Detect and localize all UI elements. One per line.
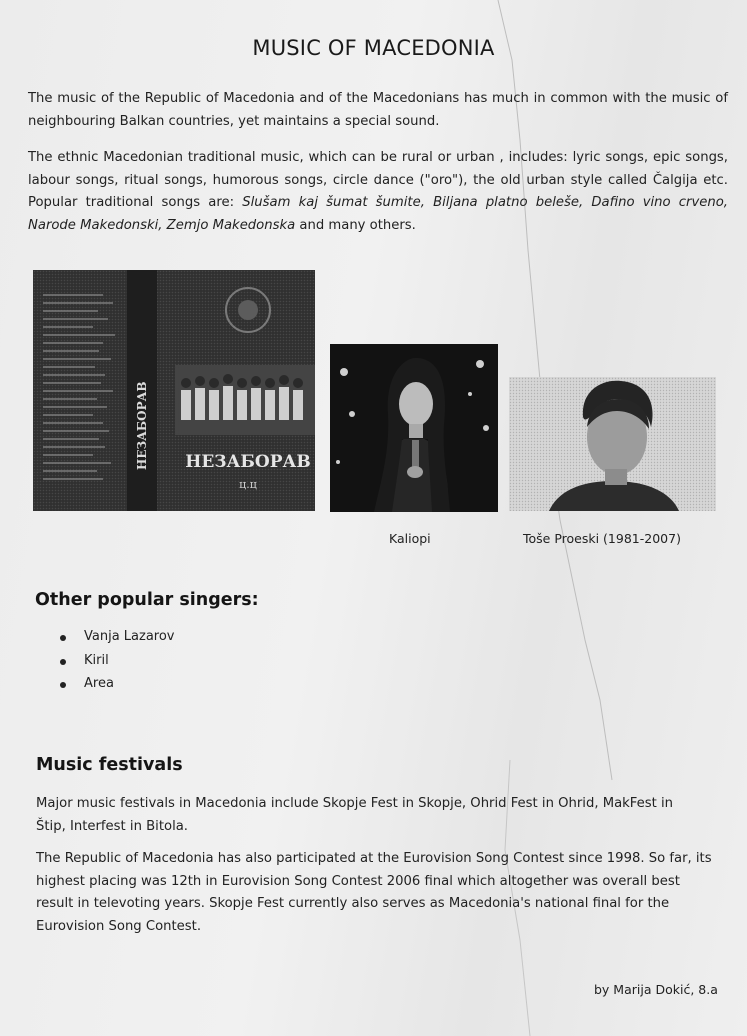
traditional-music-text: The ethnic Macedonian traditional music, which can be rural or urban , includes: lyric songs, epic songs, labour songs, ritual songs, humorous songs, circle dance ("oro"), the old urban style called Čalgija etc. Popular traditional songs are: [28,150,728,210]
traditional-music-ending: and many others. [295,217,416,233]
kaliopi-caption: Kaliopi [389,531,431,546]
author-signature: by Marija Dokić, 8.a [594,982,718,997]
festivals-paragraph: Major music festivals in Macedonia include Skopje Fest in Skopje, Ohrid Fest in Ohrid, MakFest in Štip, Interfest in Bitola. [36,796,674,834]
album-spine-text: НЕЗАБОРАВ [135,381,149,470]
other-singers-heading: Other popular singers: [35,590,259,610]
list-item: Vanja Lazarov [58,629,175,653]
singers-list [58,629,175,700]
intro-paragraph: The music of the Republic of Macedonia and of the Macedonians has much in common with the music of neighbouring Balkan countries, yet maintains a special sound. [28,91,728,129]
music-festivals-heading: Music festivals [36,755,183,775]
eurovision-paragraph: The Republic of Macedonia has also participated at the Eurovision Song Contest since 1998. So far, its highest placing was 12th in Eurovision Song Contest 2006 final which altogether was overall best result in televoting years. Skopje Fest currently also serves as Macedonia's national final for the Eurovision Song Contest. [36,851,712,934]
album-cover-image [33,270,315,511]
tose-proeski-photo [509,377,716,511]
list-item: Kiril [58,653,175,677]
kaliopi-photo [330,344,498,512]
traditional-music-paragraph [28,147,728,237]
popular-songs-list: Slušam kaj šumat šumite, Biljana platno beleše, Dafino vino crveno, Narode Makedonski, Zemjo Makedonska [28,195,728,233]
tose-proeski-caption: Toše Proeski (1981-2007) [523,531,681,546]
album-cover-subtitle: ц.ц [239,478,257,491]
page-title: MUSIC OF MACEDONIA [252,36,495,60]
album-cover-title: НЕЗАБОРАВ [185,452,311,472]
list-item: Area [58,676,175,700]
